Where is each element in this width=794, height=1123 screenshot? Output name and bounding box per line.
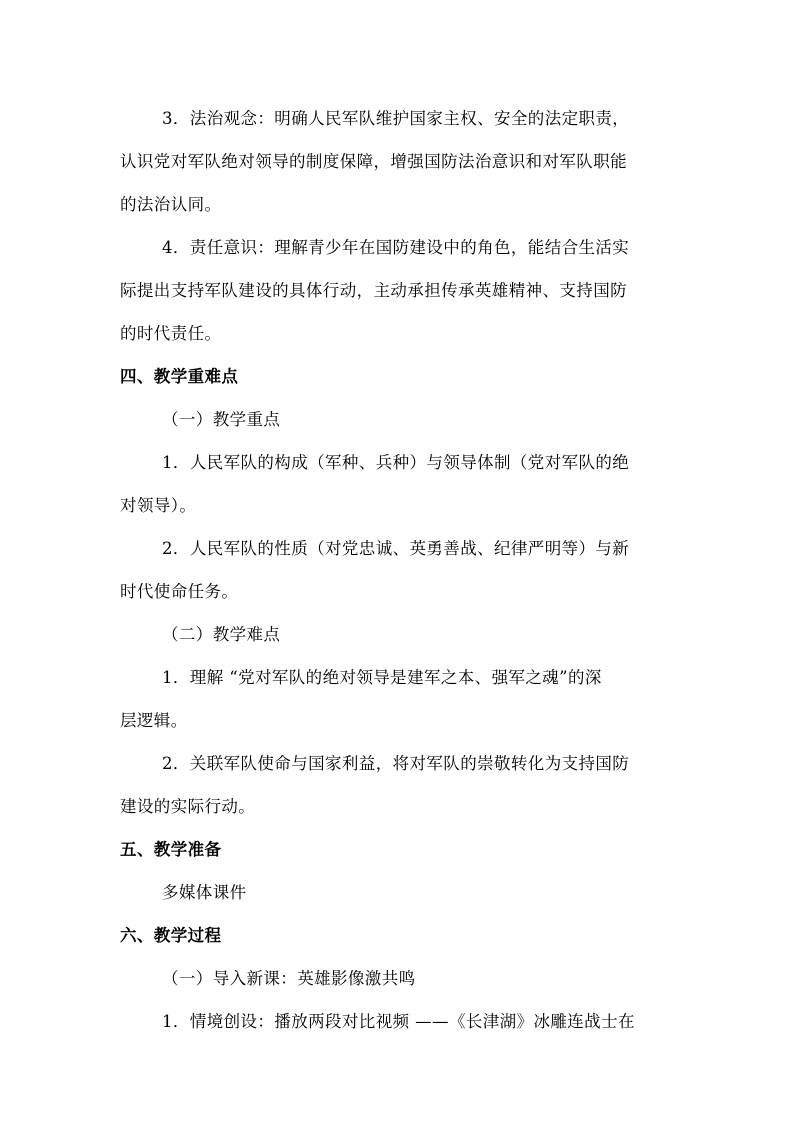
focus-item-2-line-2: 时代使命任务。 xyxy=(120,582,239,601)
section-heading-preparation: 五、教学准备 xyxy=(120,840,222,859)
preparation-content: 多媒体课件 xyxy=(162,883,247,902)
difficulty-item-2-line-1: 2．关联军队使命与国家利益，将对军队的崇敬转化为支持国防 xyxy=(162,754,630,773)
paragraph-responsibility-line-1: 4．责任意识：理解青少年在国防建设中的角色，能结合生活实 xyxy=(162,238,630,257)
paragraph-law-line-1: 3．法治观念：明确人民军队维护国家主权、安全的法定职责， xyxy=(162,109,630,128)
subheading-difficulty: （二）教学难点 xyxy=(162,625,281,644)
paragraph-responsibility-line-2: 际提出支持军队建设的具体行动，主动承担传承英雄精神、支持国防 xyxy=(120,281,627,300)
focus-item-1-line-1: 1．人民军队的构成（军种、兵种）与领导体制（党对军队的绝 xyxy=(162,453,630,472)
section-heading-process: 六、教学过程 xyxy=(120,926,222,945)
paragraph-responsibility-line-3: 的时代责任。 xyxy=(120,324,222,343)
focus-item-1-line-2: 对领导）。 xyxy=(120,496,197,515)
process-item-1-line-1: 1．情境创设：播放两段对比视频 ——《长津湖》冰雕连战士在 xyxy=(162,1012,635,1031)
difficulty-item-1-line-1: 1．理解 “党对军队的绝对领导是建军之本、强军之魂”的深 xyxy=(162,668,602,687)
difficulty-item-1-line-2: 层逻辑。 xyxy=(120,711,188,730)
paragraph-law-line-3: 的法治认同。 xyxy=(120,195,222,214)
subheading-intro: （一）导入新课：英雄影像激共鸣 xyxy=(162,969,416,988)
paragraph-law-line-2: 认识党对军队绝对领导的制度保障，增强国防法治意识和对军队职能 xyxy=(120,152,627,171)
difficulty-item-2-line-2: 建设的实际行动。 xyxy=(120,797,256,816)
subheading-focus: （一）教学重点 xyxy=(162,410,281,429)
section-heading-key-points: 四、教学重难点 xyxy=(120,367,239,386)
focus-item-2-line-1: 2．人民军队的性质（对党忠诚、英勇善战、纪律严明等）与新 xyxy=(162,539,630,558)
